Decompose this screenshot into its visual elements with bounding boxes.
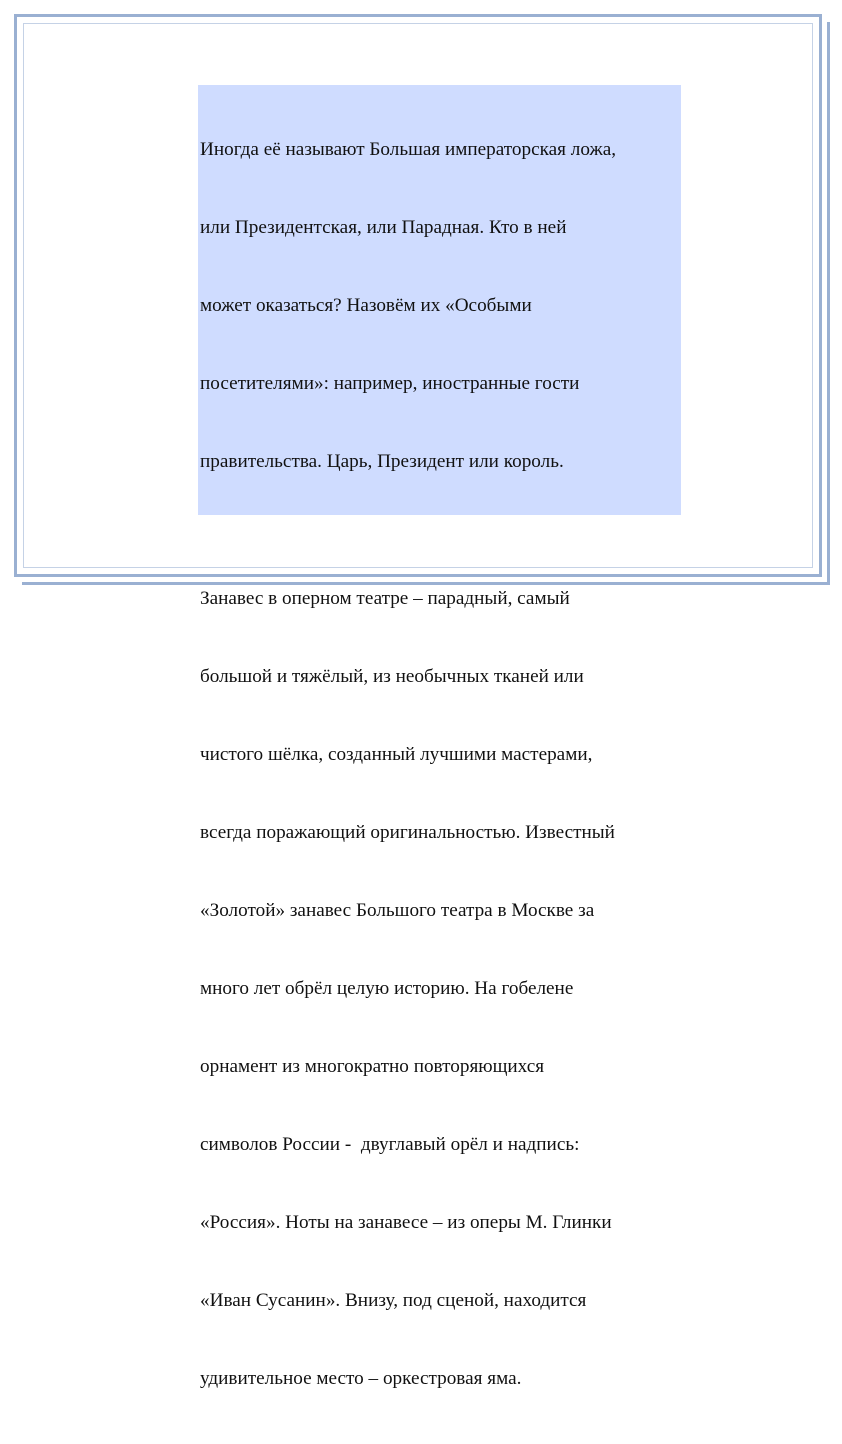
paragraph-curtain	[200, 534, 679, 1444]
text-line: символов России - двуглавый орёл и надпись:	[200, 1134, 580, 1155]
text-line: «Россия». Ноты на занавесе – из оперы М. Глинки	[200, 1212, 612, 1233]
text-line: Иногда её называют Большая императорская ложа,	[200, 139, 617, 160]
text-line: большой и тяжёлый, из необычных тканей или	[200, 666, 584, 687]
text-box	[198, 85, 681, 1389]
text-line: орнамент из многократно повторяющихся	[200, 1056, 545, 1077]
text-line: может оказаться? Назовём их «Особыми	[200, 295, 532, 316]
text-line: много лет обрёл целую историю. На гобелене	[200, 978, 574, 999]
text-line: удивительное место – оркестровая яма.	[200, 1368, 522, 1389]
text-line: или Президентская, или Парадная. Кто в ней	[200, 217, 567, 238]
paragraph-imperial-box	[200, 85, 679, 527]
text-line: всегда поражающий оригинальностью. Известный	[200, 822, 615, 843]
text-line: чистого шёлка, созданный лучшими мастерами,	[200, 744, 593, 765]
text-line: правительства. Царь, Президент или король.	[200, 451, 564, 472]
text-line: посетителями»: например, иностранные гости	[200, 373, 580, 394]
text-line: «Золотой» занавес Большого театра в Москве за	[200, 900, 595, 921]
text-line: Занавес в оперном театре – парадный, самый	[200, 588, 570, 609]
text-line: «Иван Сусанин». Внизу, под сценой, находится	[200, 1290, 587, 1311]
